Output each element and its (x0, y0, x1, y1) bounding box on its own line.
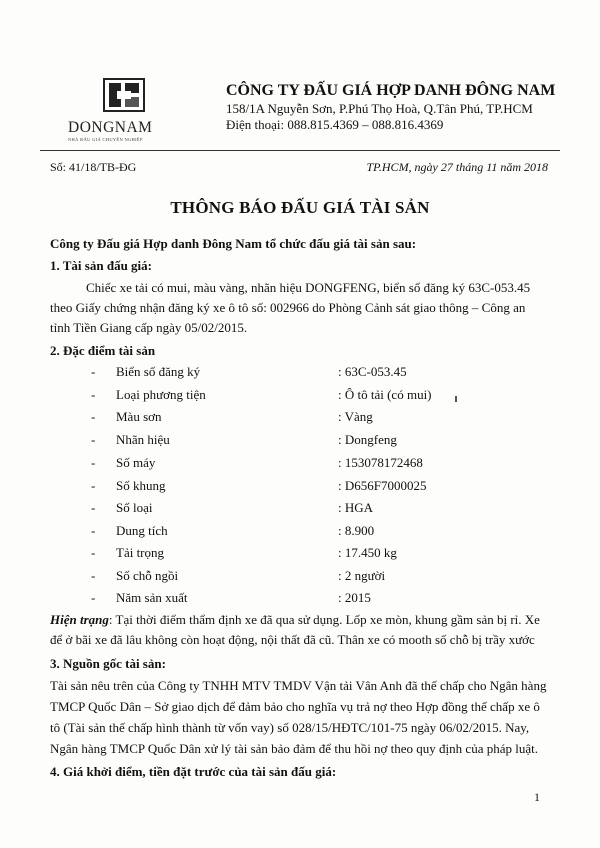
spec-row (0, 478, 600, 498)
spec-value: : Vàng (338, 409, 373, 424)
logo-text: DONGNAM (68, 119, 153, 136)
scan-mark (455, 396, 457, 402)
spec-row (0, 387, 600, 407)
spec-dash: - (91, 364, 96, 379)
logo-subtext: NHÀ ĐẤU GIÁ CHUYÊN NGHIỆP (68, 137, 143, 142)
spec-row (0, 409, 600, 429)
spec-dash: - (91, 500, 96, 515)
spec-dash: - (91, 387, 96, 402)
spec-dash: - (91, 590, 96, 605)
spec-label: Số máy (116, 455, 156, 470)
section4-heading: 4. Giá khởi điểm, tiền đặt trước của tài sản đấu giá: (50, 764, 337, 779)
spec-row (0, 455, 600, 475)
spec-label: Tải trọng (116, 545, 165, 560)
spec-dash: - (91, 432, 96, 447)
spec-value: : 2015 (338, 590, 371, 605)
spec-value: : 17.450 kg (338, 545, 397, 560)
status-text: : Tại thời điểm thẩm định xe đã qua sử dụng. Lốp xe mòn, khung gầm sản bị rỉ. Xe (108, 612, 540, 627)
status-line: để ở bãi xe đã lâu không còn hoạt động, nội thất đã cũ. Thân xe có mooth số chỗ bị trầy xước (50, 632, 535, 647)
header-divider (40, 150, 560, 151)
spec-label: Số chỗ ngồi (116, 568, 179, 583)
section3-line: TMCP Quốc Dân – Sở giao dịch để đảm bảo cho nghĩa vụ trả nợ theo Hợp đồng thế chấp xe ô (50, 699, 540, 714)
status-label: Hiện trạng (50, 612, 109, 627)
company-phone: Điện thoại: 088.815.4369 – 088.816.4369 (226, 117, 444, 132)
spec-row (0, 500, 600, 520)
page-title: THÔNG BÁO ĐẤU GIÁ TÀI SẢN (170, 198, 430, 217)
section1-line: theo Giấy chứng nhận đăng ký xe ô tô số: 002966 do Phòng Cảnh sát giao thông – Công an (50, 300, 526, 315)
spec-row (0, 590, 600, 610)
spec-label: Năm sản xuất (116, 590, 188, 605)
intro-text: Công ty Đấu giá Hợp danh Đông Nam tổ chức đấu giá tài sản sau: (50, 236, 417, 251)
spec-label: Màu sơn (116, 409, 162, 424)
spec-dash: - (91, 523, 96, 538)
spec-row (0, 364, 600, 384)
spec-value: : 153078172468 (338, 455, 423, 470)
company-name: CÔNG TY ĐẤU GIÁ HỢP DANH ĐÔNG NAM (226, 82, 556, 99)
section1-line: Chiếc xe tải có mui, màu vàng, nhãn hiệu DONGFENG, biển số đăng ký 63C-053.45 (86, 280, 531, 295)
spec-row (0, 432, 600, 452)
spec-label: Nhãn hiệu (116, 432, 170, 447)
status-line (50, 612, 540, 628)
spec-label: Số khung (116, 478, 166, 493)
spec-dash: - (91, 545, 96, 560)
section3-line: Tài sản nêu trên của Công ty TNHH MTV TMDV Vận tải Vân Anh đã thế chấp cho Ngân hàng (50, 678, 547, 693)
spec-label: Loại phương tiện (116, 387, 206, 402)
spec-value: : Dongfeng (338, 432, 397, 447)
document-number: Số: 41/18/TB-ĐG (50, 160, 137, 174)
spec-label: Biển số đăng ký (116, 364, 201, 379)
spec-label: Dung tích (116, 523, 168, 538)
spec-value: : HGA (338, 500, 374, 515)
spec-dash: - (91, 568, 96, 583)
spec-value: : Ô tô tải (có mui) (338, 387, 432, 402)
spec-value: : 63C-053.45 (338, 364, 407, 379)
spec-row (0, 545, 600, 565)
document-date: TP.HCM, ngày 27 tháng 11 năm 2018 (366, 160, 548, 174)
section3-heading: 3. Nguồn gốc tài sản: (50, 656, 166, 671)
spec-value: : 2 người (338, 568, 386, 583)
spec-dash: - (91, 478, 96, 493)
section2-heading: 2. Đặc điểm tài sản (50, 343, 156, 358)
section1-heading: 1. Tài sản đấu giá: (50, 258, 152, 273)
section3-line: Ngân hàng TMCP Quốc Dân xử lý tài sản bảo đảm để thu hồi nợ theo quy định của pháp luật. (50, 741, 538, 756)
spec-dash: - (91, 455, 96, 470)
section3-line: tô (Tài sản thế chấp hình thành từ vốn vay) số 028/15/HĐTC/101-75 ngày 06/02/2015. Nay, (50, 720, 530, 735)
spec-label: Số loại (116, 500, 153, 515)
spec-dash: - (91, 409, 96, 424)
spec-value: : D656F7000025 (338, 478, 427, 493)
spec-row (0, 523, 600, 543)
spec-value: : 8.900 (338, 523, 375, 538)
section1-line: tỉnh Tiền Giang cấp ngày 05/02/2015. (50, 320, 248, 335)
page-number: 1 (534, 790, 540, 804)
company-address: 158/1A Nguyễn Sơn, P.Phú Thọ Hoà, Q.Tân Phú, TP.HCM (226, 101, 533, 116)
spec-row (0, 568, 600, 588)
company-logo-icon (103, 78, 145, 112)
